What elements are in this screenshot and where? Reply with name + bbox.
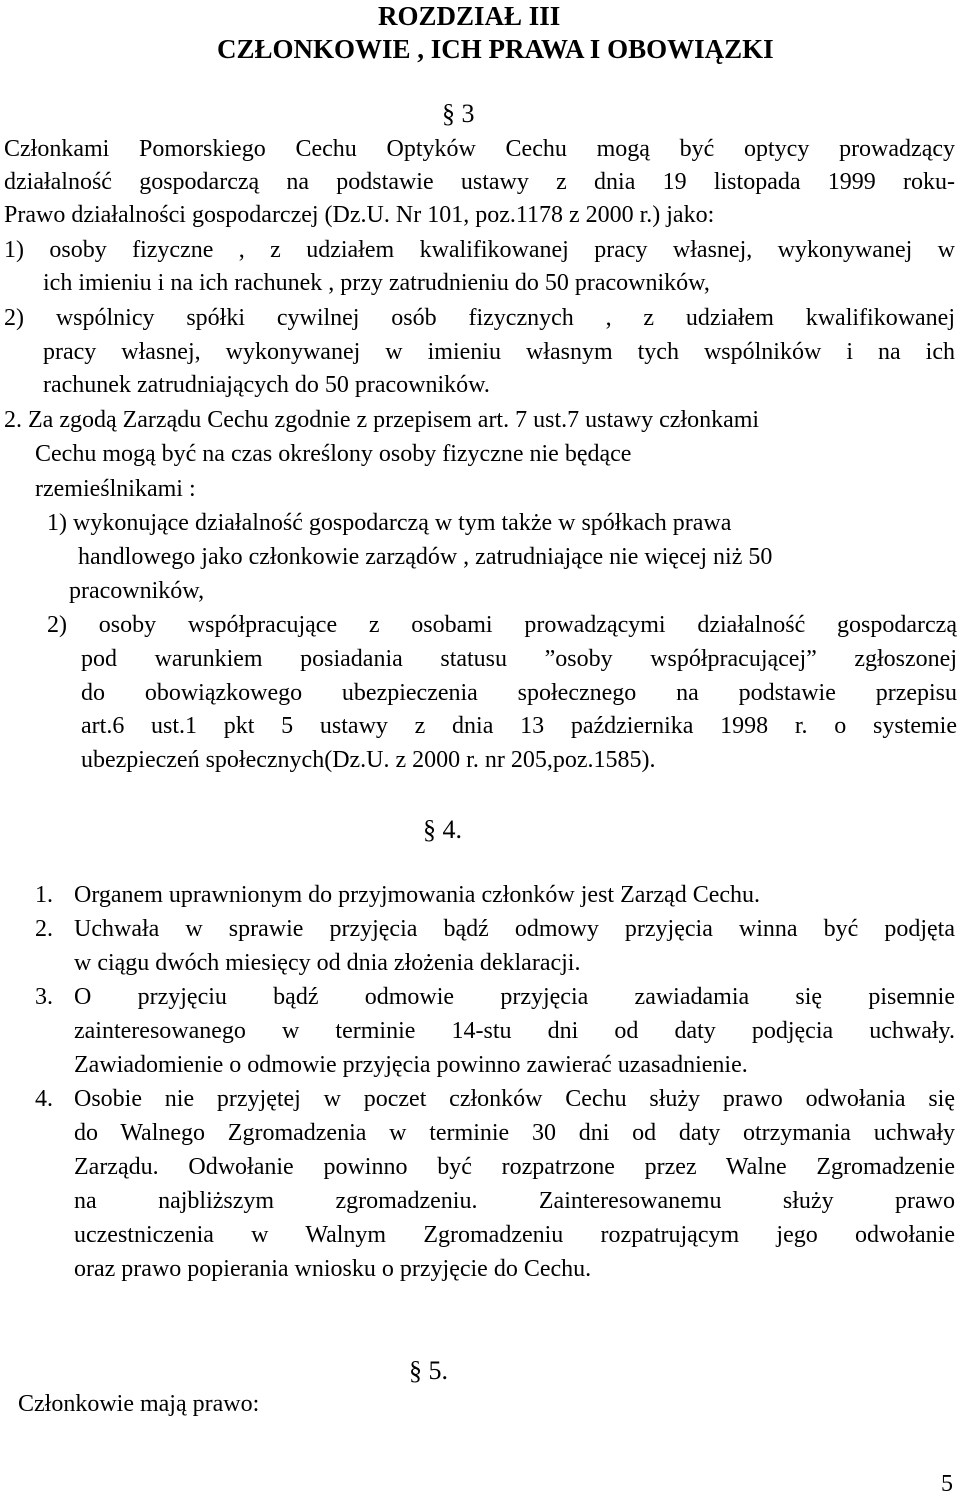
s3-p2-item2-line-2: pod warunkiem posiadania statusu ”osoby współpracującej” zgłoszonej bbox=[81, 646, 957, 672]
s4-item4-line-5: uczestniczenia w Walnym Zgromadzeniu rozpatrującym jego odwołanie bbox=[74, 1222, 955, 1248]
s4-item2-line-2: w ciągu dwóch miesięcy od dnia złożenia deklaracji. bbox=[74, 950, 581, 976]
page-number: 5 bbox=[941, 1471, 953, 1497]
s4-item1-line-1: Organem uprawnionym do przyjmowania członków jest Zarząd Cechu. bbox=[74, 882, 761, 908]
s4-item-number: 3. bbox=[35, 984, 53, 1010]
s3-p2-item1-line-3: pracowników, bbox=[69, 578, 205, 604]
s4-item4-line-4: na najbliższym zgromadzeniu. Zainteresowanemu służy prawo bbox=[74, 1188, 955, 1214]
s4-item-number: 2. bbox=[35, 916, 53, 942]
s4-item4-line-2: do Walnego Zgromadzenia w terminie 30 dni od daty otrzymania uchwały bbox=[74, 1120, 955, 1146]
section-3-number: 3 bbox=[461, 99, 475, 128]
s3-p2-item2-line-3: do obowiązkowego ubezpieczenia społecznego na podstawie przepisu bbox=[81, 680, 957, 706]
rights-label: Członkowie mają prawo: bbox=[18, 1391, 260, 1417]
s3-p2-line-3: rzemieślnikami : bbox=[35, 476, 196, 502]
s3-p2-item2-line-4: art.6 ust.1 pkt 5 ustawy z dnia 13 października 1998 r. o systemie bbox=[81, 713, 957, 739]
s3-p2-item2-line-1: 2) osoby współpracujące z osobami prowadzącymi działalność gospodarczą bbox=[47, 612, 957, 638]
s3-item1-line-2: ich imieniu i na ich rachunek , przy zatrudnieniu do 50 pracowników, bbox=[43, 270, 710, 296]
s3-intro-line-2: działalność gospodarczą na podstawie ustawy z dnia 19 listopada 1999 roku- bbox=[4, 169, 955, 195]
s3-item2-line-2: pracy własnej, wykonywanej w imieniu własnym tych wspólników i na ich bbox=[43, 339, 955, 365]
s4-item3-line-2: zainteresowanego w terminie 14-stu dni od daty podjęcia uchwały. bbox=[74, 1018, 955, 1044]
s3-item1-line-1: 1) osoby fizyczne , z udziałem kwalifikowanej pracy własnej, wykonywanej w bbox=[4, 237, 955, 263]
s3-p2-item1-line-2: handlowego jako członkowie zarządów , zatrudniające nie więcej niż 50 bbox=[78, 544, 773, 570]
section-3-mark bbox=[442, 100, 475, 128]
section-symbol: § bbox=[442, 99, 455, 128]
s4-item4-line-6: oraz prawo popierania wniosku o przyjęcie do Cechu. bbox=[74, 1256, 592, 1282]
section-4-mark bbox=[423, 816, 462, 844]
s4-item3-line-1: O przyjęciu bądź odmowie przyjęcia zawiadamia się pisemnie bbox=[74, 984, 955, 1010]
s3-item2-line-3: rachunek zatrudniających do 50 pracowników. bbox=[43, 372, 490, 398]
s3-p2-item1-line-1: 1) wykonujące działalność gospodarczą w tym także w spółkach prawa bbox=[47, 510, 732, 536]
s3-intro-line-1: Członkami Pomorskiego Cechu Optyków Cechu mogą być optycy prowadzący bbox=[4, 136, 955, 162]
chapter-title: CZŁONKOWIE , ICH PRAWA I OBOWIĄZKI bbox=[217, 34, 774, 64]
s3-p2-line-1: 2. Za zgodą Zarządu Cechu zgodnie z przepisem art. 7 ust.7 ustawy członkami bbox=[4, 407, 760, 433]
section-5-number: 5. bbox=[428, 1356, 448, 1385]
s4-item3-line-3: Zawiadomienie o odmowie przyjęcia powinno zawierać uzasadnienie. bbox=[74, 1052, 748, 1078]
section-symbol: § bbox=[409, 1356, 422, 1385]
s3-intro-line-3: Prawo działalności gospodarczej (Dz.U. Nr 101, poz.1178 z 2000 r.) jako: bbox=[4, 202, 715, 228]
section-5-mark bbox=[409, 1357, 448, 1385]
s3-item2-line-1: 2) wspólnicy spółki cywilnej osób fizycznych , z udziałem kwalifikowanej bbox=[4, 305, 955, 331]
s4-item2-line-1: Uchwała w sprawie przyjęcia bądź odmowy przyjęcia winna być podjęta bbox=[74, 916, 955, 942]
s4-item-number: 1. bbox=[35, 882, 53, 908]
chapter-heading: ROZDZIAŁ III bbox=[378, 1, 561, 31]
section-4-number: 4. bbox=[442, 815, 462, 844]
s3-p2-line-2: Cechu mogą być na czas określony osoby fizyczne nie będące bbox=[35, 441, 632, 467]
s4-item-number: 4. bbox=[35, 1086, 53, 1112]
section-symbol: § bbox=[423, 815, 436, 844]
s4-item4-line-3: Zarządu. Odwołanie powinno być rozpatrzone przez Walne Zgromadzenie bbox=[74, 1154, 955, 1180]
s3-p2-item2-line-5: ubezpieczeń społecznych(Dz.U. z 2000 r. nr 205,poz.1585). bbox=[81, 747, 656, 773]
s4-item4-line-1: Osobie nie przyjętej w poczet członków Cechu służy prawo odwołania się bbox=[74, 1086, 955, 1112]
